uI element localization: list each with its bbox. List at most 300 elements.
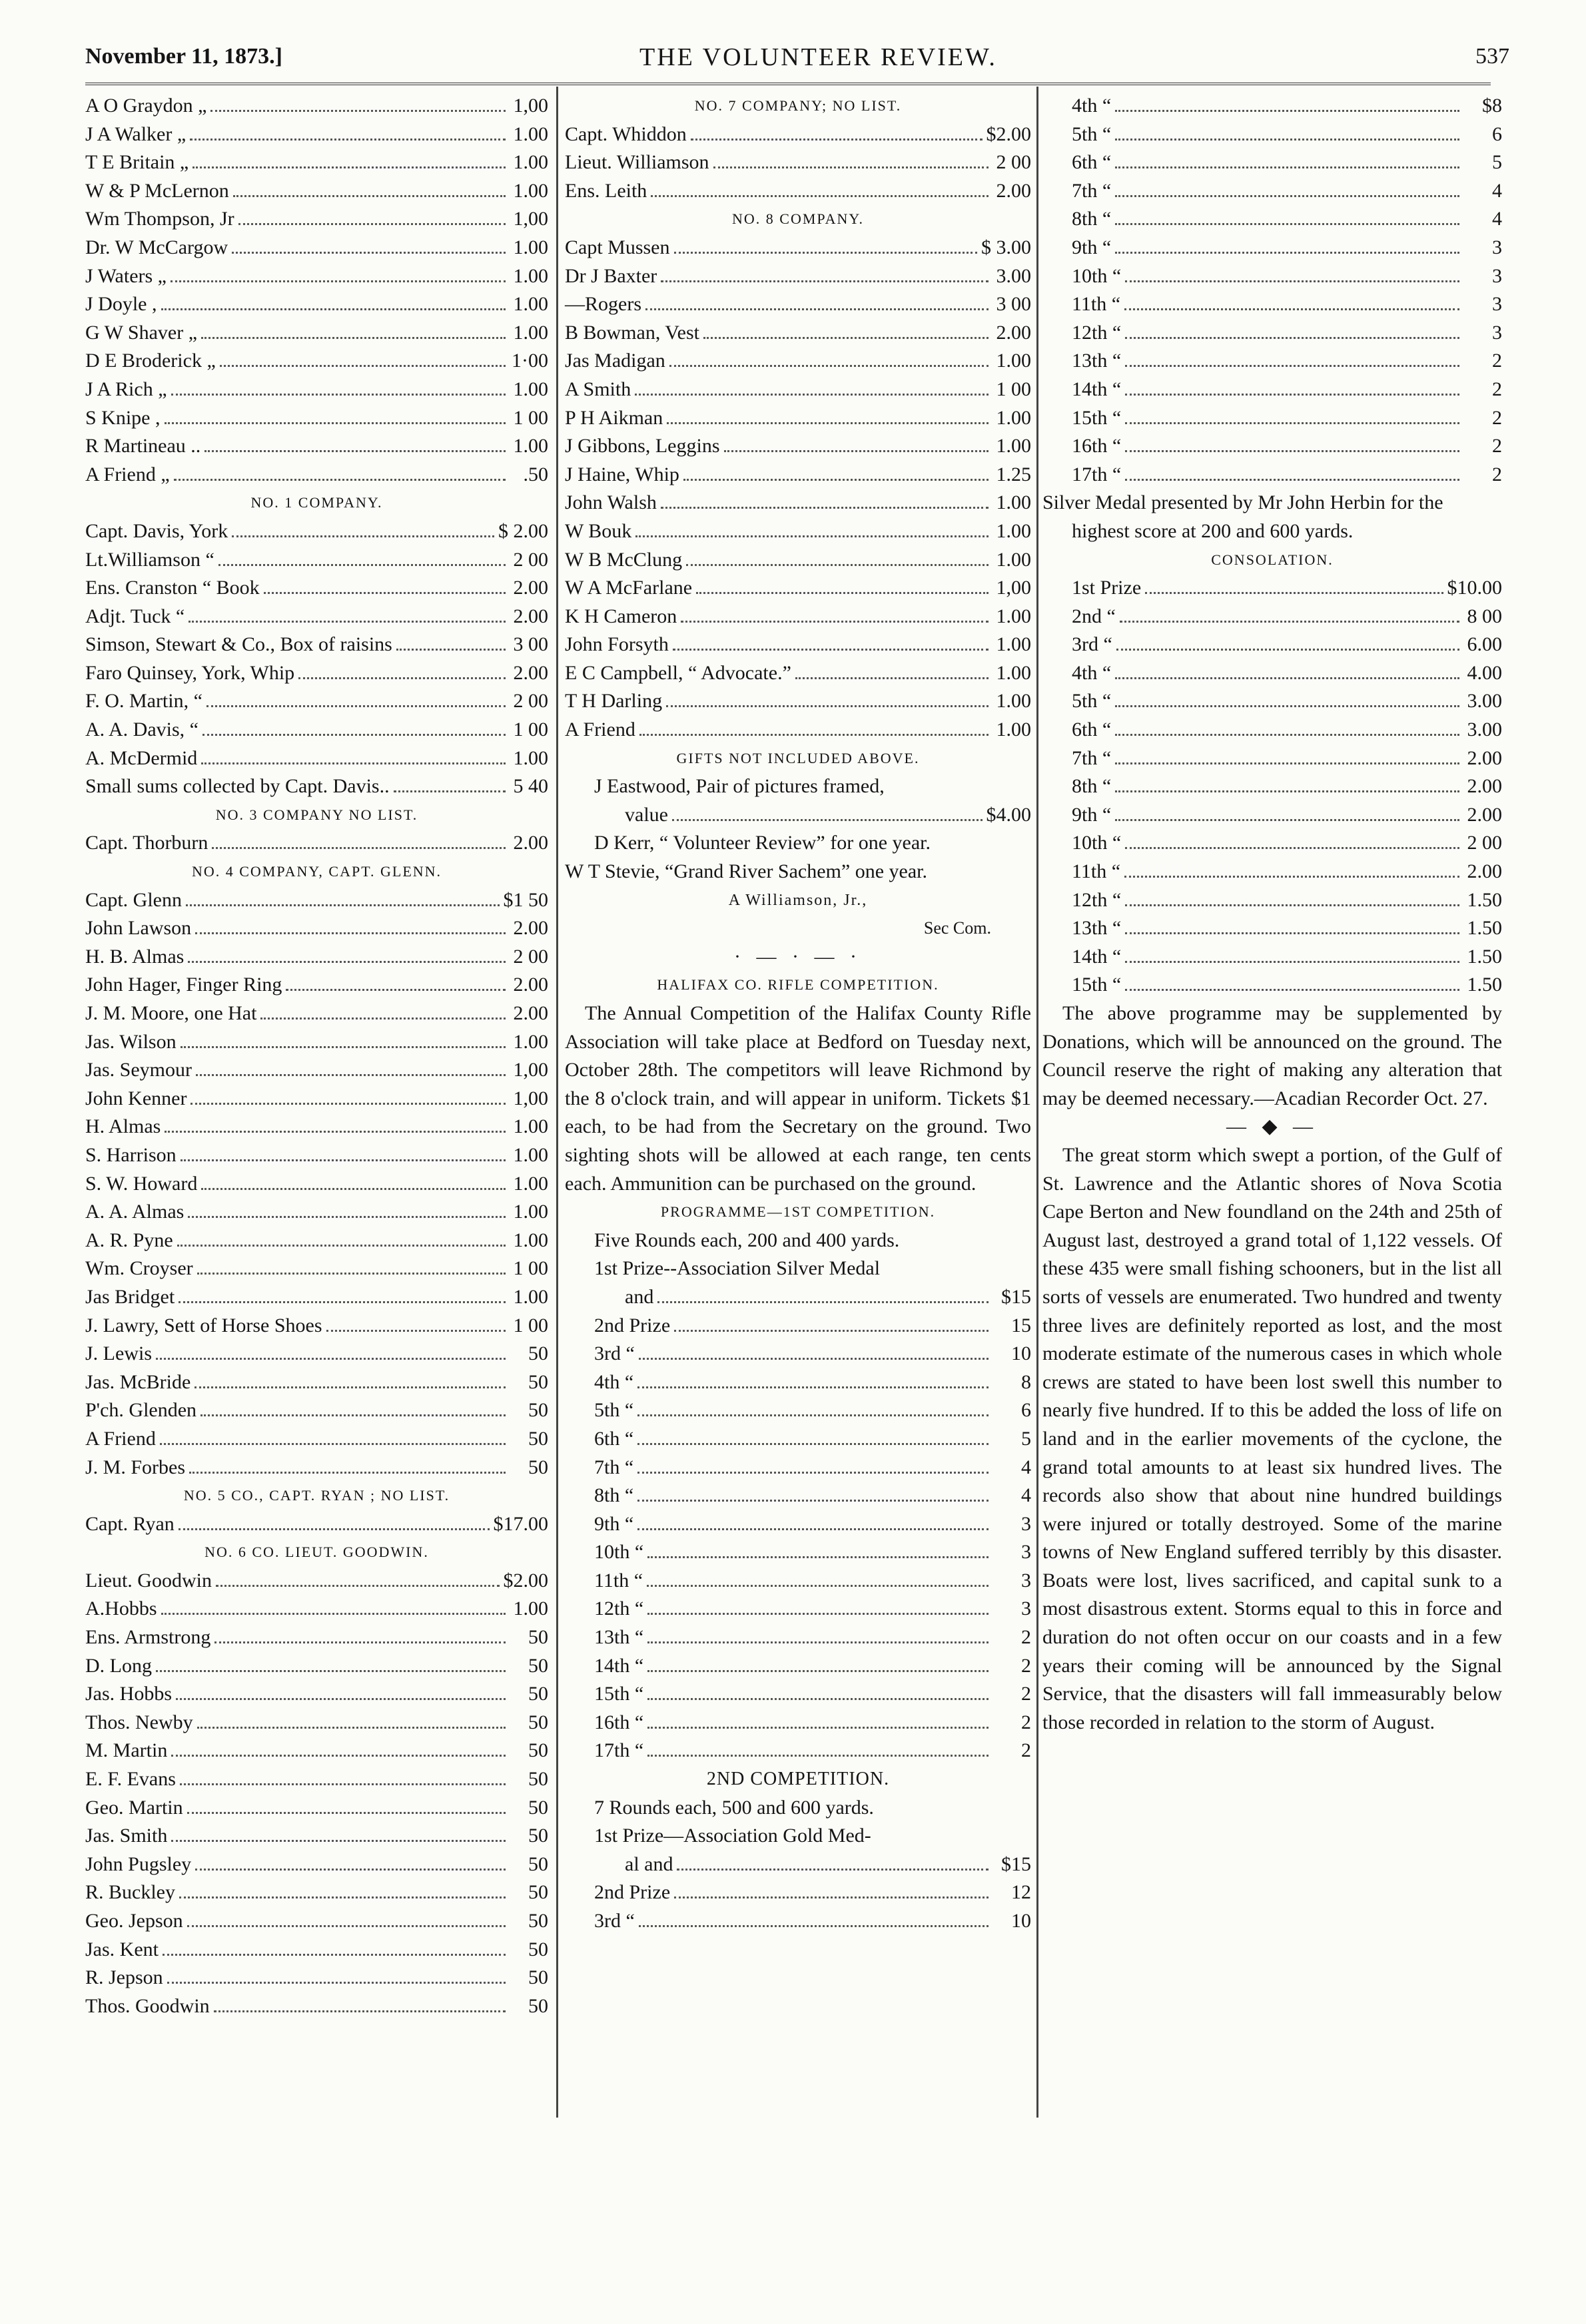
entry-name: Thos. Goodwin [85, 1994, 210, 2017]
entry-amount: 1.50 [1467, 917, 1502, 940]
section-heading: GIFTS NOT INCLUDED ABOVE. [676, 749, 920, 766]
entry-amount: 1.00 [513, 435, 548, 457]
leader-dots [202, 734, 506, 736]
article-paragraph: The above programme may be supplemented by Donations, which will be announced on the ground. The Council reserve the right of making any alteration that may be deemed necessary.—Acadian Recorder Oct. 27. [1042, 1002, 1502, 1109]
text-line: J Eastwood, Pair of pictures framed, [594, 775, 885, 798]
list-entry [565, 376, 1031, 404]
leader-dots [673, 649, 989, 651]
list-entry [1042, 290, 1502, 319]
leader-dots [1124, 308, 1459, 310]
entry-name: 10th “ [594, 1541, 644, 1564]
entry-name: W & P McLernon [85, 179, 229, 202]
leader-dots [1125, 961, 1459, 963]
entry-name: T H Darling [565, 690, 663, 713]
section-heading: CONSOLATION. [1211, 551, 1334, 568]
list-entry [85, 347, 548, 376]
list-entry [85, 829, 548, 858]
entry-amount: 1.00 [996, 491, 1031, 514]
list-entry [85, 1964, 548, 1992]
leader-dots [156, 1358, 506, 1360]
entry-amount: 1.00 [513, 1143, 548, 1166]
leader-dots [651, 195, 989, 197]
entry-name: Dr J Baxter [565, 264, 657, 287]
leader-dots [672, 819, 983, 821]
entry-amount: 2 [1492, 435, 1502, 457]
entry-amount: 2.00 [513, 974, 548, 996]
list-entry [85, 574, 548, 603]
list-entry [85, 1170, 548, 1199]
entry-amount: 1.00 [513, 151, 548, 174]
leader-dots [1115, 705, 1459, 707]
list-entry [565, 489, 1031, 517]
leader-dots [210, 110, 506, 112]
list-entry [85, 1851, 548, 1879]
entry-name: S. Harrison [85, 1143, 177, 1166]
list-entry [1042, 829, 1502, 858]
list-entry [1042, 177, 1502, 206]
entry-amount: 3.00 [1467, 690, 1502, 713]
entry-amount: 1,00 [513, 1087, 548, 1109]
leader-dots [637, 1528, 989, 1530]
list-entry [1042, 914, 1502, 943]
entry-amount: 1.00 [996, 406, 1031, 429]
list-entry [565, 432, 1031, 461]
list-entry [565, 687, 1031, 716]
list-entry [85, 1595, 548, 1623]
entry-amount: 1.50 [1467, 888, 1502, 911]
entry-amount: 1.00 [513, 179, 548, 202]
entry-name: John Lawson [85, 917, 192, 940]
leader-dots [661, 507, 989, 509]
list-entry [85, 1879, 548, 1907]
leader-dots [1125, 422, 1459, 424]
entry-amount: $15 [1001, 1285, 1031, 1308]
leader-dots [674, 252, 978, 254]
list-entry [565, 1312, 1031, 1340]
entry-name: 14th “ [1072, 945, 1122, 968]
entry-amount: 2.00 [1467, 860, 1502, 883]
entry-name: and [625, 1285, 654, 1308]
leader-dots [165, 1131, 506, 1133]
list-entry [1042, 971, 1502, 1000]
leader-dots [637, 1414, 989, 1416]
entry-name: Wm Thompson, Jr [85, 208, 234, 230]
leader-dots [394, 790, 506, 792]
list-entry [85, 1141, 548, 1170]
entry-amount: 50 [528, 1910, 548, 1932]
ornamental-divider: · — · — · [734, 945, 862, 968]
leader-dots [165, 422, 506, 424]
entry-name: 2nd Prize [594, 1314, 671, 1336]
list-entry [1042, 943, 1502, 972]
entry-amount: 1.00 [996, 350, 1031, 372]
leader-dots [204, 450, 506, 452]
leader-dots [206, 705, 506, 707]
entry-amount: 1.00 [513, 321, 548, 344]
entry-amount: 50 [528, 1938, 548, 1960]
list-entry [1042, 319, 1502, 348]
entry-amount: 2 00 [1467, 832, 1502, 854]
leader-dots [635, 394, 989, 396]
entry-name: A Smith [565, 378, 631, 400]
leader-dots [264, 592, 506, 594]
section-heading: NO. 1 COMPANY. [250, 494, 383, 511]
leader-dots [171, 1840, 506, 1842]
list-entry [1042, 205, 1502, 234]
entry-amount: 1.00 [996, 719, 1031, 741]
column-3 [1042, 92, 1502, 1737]
list-entry [85, 1255, 548, 1283]
leader-dots [179, 1301, 506, 1303]
entry-amount: 1.00 [996, 548, 1031, 571]
entry-amount: 50 [528, 1427, 548, 1450]
entry-amount: 2 [1021, 1626, 1031, 1649]
entry-amount: $2.00 [986, 123, 1031, 145]
leader-dots [1115, 166, 1459, 168]
entry-amount: 2 [1021, 1711, 1031, 1733]
entry-name: 6th “ [1072, 719, 1112, 741]
entry-name: 11th “ [1072, 860, 1121, 883]
entry-name: 13th “ [594, 1626, 644, 1649]
list-entry [85, 148, 548, 177]
list-entry [1042, 432, 1502, 461]
list-entry [85, 432, 548, 461]
entry-amount: 50 [528, 1825, 548, 1847]
entry-name: 10th “ [1072, 264, 1122, 287]
entry-amount: 2 [1021, 1654, 1031, 1677]
entry-name: G W Shaver „ [85, 321, 198, 344]
entry-name: 15th “ [1072, 974, 1122, 996]
leader-dots [232, 535, 494, 537]
text-line: W T Stevie, “Grand River Sachem” one year. [565, 860, 927, 883]
list-entry [1042, 772, 1502, 801]
text-line: 1st Prize—Association Gold Med- [594, 1825, 871, 1847]
entry-name: Jas. Seymour [85, 1059, 192, 1081]
entry-amount: 1.00 [996, 633, 1031, 656]
entry-name: J. M. Moore, one Hat [85, 1002, 257, 1024]
entry-name: Capt. Whiddon [565, 123, 687, 145]
entry-amount: 6 [1021, 1399, 1031, 1422]
list-entry [565, 659, 1031, 688]
leader-dots [647, 1641, 989, 1643]
entry-amount: 1.25 [996, 463, 1031, 485]
entry-amount: 5 [1021, 1427, 1031, 1450]
leader-dots [1115, 223, 1459, 225]
entry-amount: 1,00 [513, 95, 548, 117]
entry-name: J. Lawry, Sett of Horse Shoes [85, 1314, 322, 1336]
list-entry [565, 319, 1031, 348]
list-entry [85, 1425, 548, 1454]
entry-name: 3rd “ [594, 1910, 635, 1932]
leader-dots [637, 1500, 989, 1502]
entry-name: 4th “ [1072, 95, 1112, 117]
entry-amount: 50 [528, 1683, 548, 1705]
entry-amount: 1,00 [513, 1059, 548, 1081]
entry-amount: 1.00 [513, 1201, 548, 1223]
leader-dots [1145, 592, 1443, 594]
list-entry [85, 1000, 548, 1028]
entry-amount: 2.00 [513, 577, 548, 599]
entry-name: H. B. Almas [85, 945, 185, 968]
entry-amount: 50 [528, 1626, 548, 1649]
leader-dots [1115, 110, 1459, 112]
entry-name: 1st Prize [1072, 577, 1142, 599]
list-entry [565, 1396, 1031, 1425]
list-entry [85, 177, 548, 206]
entry-name: 5th “ [1072, 123, 1112, 145]
entry-name: 2nd Prize [594, 1881, 671, 1904]
leader-dots [163, 1954, 506, 1956]
column-divider [556, 87, 558, 2118]
entry-name: Jas Madigan [565, 350, 665, 372]
header-rule [85, 83, 1491, 85]
entry-amount: $15 [1001, 1853, 1031, 1875]
entry-amount: 10 [1011, 1910, 1031, 1932]
list-entry [1042, 631, 1502, 659]
list-entry [85, 1056, 548, 1085]
entry-amount: 1 00 [996, 378, 1031, 400]
entry-name: 7th “ [1072, 179, 1112, 202]
entry-name: T E Britain „ [85, 151, 189, 174]
text-line: Five Rounds each, 200 and 400 yards. [594, 1229, 900, 1251]
list-entry [1042, 262, 1502, 291]
section-heading: PROGRAMME—1ST COMPETITION. [660, 1203, 936, 1221]
list-entry [1042, 574, 1502, 603]
leader-dots [171, 280, 506, 282]
entry-name: Jas. Wilson [85, 1030, 177, 1053]
entry-amount: 2.00 [513, 661, 548, 684]
leader-dots [639, 1358, 989, 1360]
article-paragraph: The great storm which swept a portion, of the Gulf of St. Lawrence and the Atlantic shores of Nova Scotia Cape Berton and New foundland on the 24th and 25th of August last, destroyed a grand total of 1,122 vessels. Of these 435 were small fishing schooners, but in the list all sorts of vessels are enumerated. Two hundred and twenty three lives are definitely reported as lost, and the most moderate estimate of the numerous cases in which whole crews are stated to have been lost swell this number to nearly five hundred. If to this be added the loss of life on land and in the earlier movements of the cyclone, the grand total amounts to at least six hundred lives. The records also show that about nine hundred buildings were injured or totally destroyed. Some of the marine towns of New England suffered terribly by this disaster. Boats were lost, lives sacrificed, and capital sunk to a most disastrous extent. Storms equal to this in force and duration do not often occur on our coasts and in a few years their coming will be announced by the Signal Service, that the disasters will fall immeasurably below those recorded in relation to the storm of August. [1042, 1143, 1502, 1733]
entry-name: Capt Mussen [565, 236, 670, 258]
list-entry [565, 1879, 1031, 1907]
entry-name: 6th “ [594, 1427, 634, 1450]
entry-amount: 2.00 [996, 179, 1031, 202]
list-entry [85, 376, 548, 404]
leader-dots [674, 1896, 989, 1898]
list-entry [1042, 744, 1502, 773]
entry-name: 14th “ [1072, 378, 1122, 400]
entry-amount: 50 [528, 1994, 548, 2017]
leader-dots [681, 621, 989, 623]
list-entry [565, 1538, 1031, 1567]
entry-amount: 1,00 [996, 577, 1031, 599]
entry-name: Jas. Kent [85, 1938, 159, 1960]
entry-name: 15th “ [1072, 406, 1122, 429]
entry-name: A O Graydon „ [85, 95, 207, 117]
list-entry [1042, 801, 1502, 830]
leader-dots [286, 989, 506, 991]
article-paragraph: The Annual Competition of the Halifax County Rifle Association will take place at Bedford on Tuesday next, October 28th. The competitors will leave Richmond by the 8 o'clock train, and will appear in uniform. Tickets $1 each, to be had from the Secretary on the ground. Two sighting shots will be allowed at each range, ten cents each. Ammunition can be purchased on the ground. [565, 1002, 1031, 1195]
leader-dots [647, 1755, 989, 1757]
entry-amount: 1.00 [513, 1115, 548, 1138]
entry-amount: 1.00 [996, 519, 1031, 542]
list-entry [85, 1936, 548, 1964]
signature: A Williamson, Jr., [728, 891, 868, 909]
leader-dots [195, 1386, 506, 1388]
entry-name: R Martineau .. [85, 435, 201, 457]
list-entry [1042, 92, 1502, 121]
list-entry [85, 1113, 548, 1141]
leader-dots [193, 166, 506, 168]
leader-dots [197, 1273, 506, 1275]
list-entry [85, 546, 548, 575]
entry-amount: 3.00 [1467, 719, 1502, 741]
entry-name: 5th “ [1072, 690, 1112, 713]
leader-dots [647, 1585, 989, 1587]
leader-dots [187, 1925, 506, 1927]
entry-name: P'ch. Glenden [85, 1399, 197, 1422]
leader-dots [171, 1755, 506, 1757]
list-entry [1042, 659, 1502, 688]
leader-dots [637, 1472, 989, 1474]
leader-dots [200, 1414, 506, 1416]
leader-dots [232, 252, 506, 254]
entry-name: 4th “ [594, 1370, 634, 1393]
entry-name: A. A. Almas [85, 1201, 185, 1223]
entry-name: Jas. Hobbs [85, 1683, 173, 1705]
list-entry [85, 1340, 548, 1368]
column-1 [85, 92, 548, 2020]
leader-dots [190, 139, 506, 141]
leader-dots [396, 649, 506, 651]
entry-name: P H Aikman [565, 406, 663, 429]
entry-amount: 1.00 [513, 1172, 548, 1195]
entry-name: Lieut. Williamson [565, 151, 709, 174]
entry-amount: 1.00 [996, 605, 1031, 627]
page-number: 537 [1475, 44, 1509, 69]
list-entry [565, 1482, 1031, 1510]
entry-amount: 50 [528, 1881, 548, 1904]
leader-dots [156, 1670, 506, 1672]
list-entry [565, 574, 1031, 603]
entry-name: value [625, 803, 668, 826]
list-entry [1042, 376, 1502, 404]
entry-name: 6th “ [1072, 151, 1112, 174]
entry-name: A Friend [85, 1427, 156, 1450]
entry-name: A Friend „ [85, 463, 170, 485]
entry-amount: 1.00 [996, 661, 1031, 684]
leader-dots [260, 1017, 506, 1019]
entry-name: Dr. W McCargow [85, 236, 228, 258]
section-heading: 2ND COMPETITION. [706, 1769, 890, 1790]
list-entry [565, 1907, 1031, 1936]
entry-name: Geo. Martin [85, 1796, 183, 1819]
leader-dots [186, 904, 500, 906]
list-entry [565, 1595, 1031, 1623]
entry-amount: 4 [1021, 1484, 1031, 1507]
entry-amount: $ 2.00 [498, 519, 548, 542]
list-entry [85, 886, 548, 915]
list-entry [85, 121, 548, 149]
entry-name: J. Lewis [85, 1342, 152, 1365]
entry-amount: $ 3.00 [981, 236, 1031, 258]
leader-dots [1125, 847, 1459, 849]
column-2 [565, 92, 1031, 1936]
text-line: 1st Prize--Association Silver Medal [594, 1257, 881, 1280]
entry-amount: 2 00 [513, 548, 548, 571]
leader-dots [191, 1103, 506, 1105]
leader-dots [674, 1330, 989, 1332]
list-entry [565, 801, 1031, 830]
leader-dots [1125, 479, 1459, 481]
section-heading: NO. 5 CO., CAPT. RYAN ; NO LIST. [183, 1487, 450, 1504]
leader-dots [637, 1443, 989, 1445]
entry-name: A.Hobbs [85, 1598, 157, 1620]
entry-name: 12th “ [594, 1598, 644, 1620]
list-entry [85, 1567, 548, 1596]
leader-dots [1115, 819, 1459, 821]
entry-amount: 50 [528, 1456, 548, 1478]
list-entry [85, 1510, 548, 1539]
leader-dots [1115, 790, 1459, 792]
leader-dots [1125, 280, 1459, 282]
list-entry [565, 1652, 1031, 1681]
list-entry [565, 1368, 1031, 1397]
entry-amount: 2 00 [513, 690, 548, 713]
list-entry [85, 461, 548, 489]
entry-name: R. Jepson [85, 1966, 163, 1989]
leader-dots [174, 479, 506, 481]
entry-amount: 50 [528, 1370, 548, 1393]
entry-name: Adjt. Tuck “ [85, 605, 185, 627]
entry-amount: 2 [1492, 406, 1502, 429]
list-entry [85, 290, 548, 319]
list-entry [1042, 716, 1502, 744]
entry-name: 16th “ [1072, 435, 1122, 457]
list-entry [85, 1368, 548, 1397]
entry-amount: $4.00 [986, 803, 1031, 826]
list-entry [85, 1312, 548, 1340]
leader-dots [214, 1641, 506, 1643]
leader-dots [647, 1727, 989, 1729]
entry-amount: 2 00 [513, 945, 548, 968]
entry-name: 17th “ [594, 1739, 644, 1762]
list-entry [85, 716, 548, 744]
entry-amount: .50 [523, 463, 548, 485]
list-entry [85, 631, 548, 659]
entry-amount: 1.00 [513, 293, 548, 316]
leader-dots [177, 1245, 506, 1247]
entry-amount: 6 [1492, 123, 1502, 145]
entry-name: J Gibbons, Leggins [565, 435, 720, 457]
entry-amount: 50 [528, 1711, 548, 1733]
entry-amount: 6.00 [1467, 633, 1502, 656]
leader-dots [637, 1386, 989, 1388]
entry-amount: 2.00 [1467, 775, 1502, 798]
leader-dots [647, 1670, 989, 1672]
entry-name: J Doyle , [85, 293, 157, 316]
text-line: D Kerr, “ Volunteer Review” for one year. [594, 832, 931, 854]
list-entry [565, 517, 1031, 546]
entry-name: 9th “ [1072, 803, 1112, 826]
list-entry [565, 631, 1031, 659]
leader-dots [647, 1556, 989, 1558]
list-entry [565, 1851, 1031, 1879]
leader-dots [196, 1074, 506, 1076]
leader-dots [218, 564, 506, 566]
entry-amount: 1.00 [513, 236, 548, 258]
entry-name: R. Buckley [85, 1881, 175, 1904]
list-entry [565, 1510, 1031, 1539]
entry-name: Jas. McBride [85, 1370, 191, 1393]
entry-name: Simson, Stewart & Co., Box of raisins [85, 633, 392, 656]
entry-amount: 1.00 [513, 1229, 548, 1251]
leader-dots [167, 1982, 506, 1984]
entry-amount: 3 [1021, 1569, 1031, 1592]
entry-amount: 2.00 [1467, 803, 1502, 826]
list-entry [85, 92, 548, 121]
